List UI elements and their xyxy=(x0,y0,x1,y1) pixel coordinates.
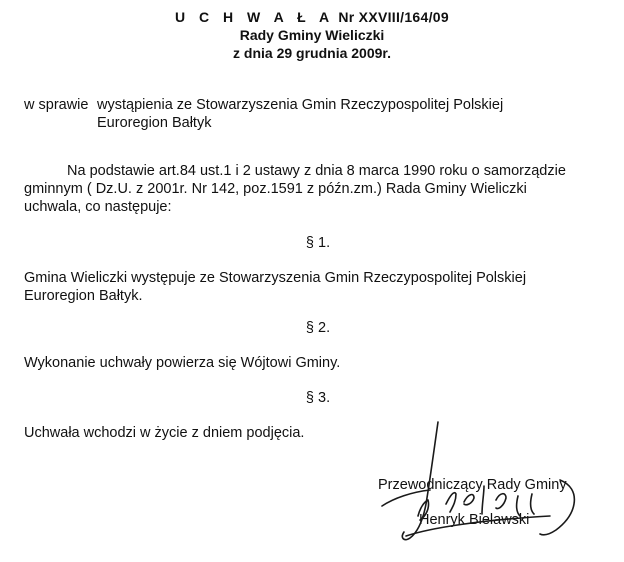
signatory-role: Przewodniczący Rady Gminy xyxy=(378,477,567,493)
signatory-name: Henryk Bielawski xyxy=(419,512,530,528)
section-mark-2: § 2. xyxy=(305,320,331,336)
section-mark-3: § 3. xyxy=(305,390,331,406)
subject-prefix: w sprawie xyxy=(24,97,89,113)
resolution-title-word: U C H W A Ł A xyxy=(175,9,335,25)
resolution-title xyxy=(0,9,624,26)
preamble-line-3: uchwala, co następuje: xyxy=(24,199,172,215)
council-name: Rady Gminy Wieliczki xyxy=(239,27,385,43)
section-3-line-1: Uchwała wchodzi w życie z dniem podjęcia. xyxy=(24,425,305,441)
preamble-line-1: Na podstawie art.84 ust.1 i 2 ustawy z dnia 8 marca 1990 roku o samorządzie xyxy=(67,163,566,179)
resolution-date: z dnia 29 grudnia 2009r. xyxy=(233,45,391,61)
section-mark-1: § 1. xyxy=(305,235,331,251)
preamble-line-2: gminnym ( Dz.U. z 2001r. Nr 142, poz.1591 z późn.zm.) Rada Gminy Wieliczki xyxy=(24,181,527,197)
resolution-number: Nr XXVIII/164/09 xyxy=(338,9,449,25)
subject-line-2: Euroregion Bałtyk xyxy=(97,115,212,131)
subject-line-1: wystąpienia ze Stowarzyszenia Gmin Rzeczypospolitej Polskiej xyxy=(97,97,504,113)
handwritten-signature xyxy=(360,420,600,560)
section-1-line-2: Euroregion Bałtyk. xyxy=(24,288,143,304)
section-1-line-1: Gmina Wieliczki występuje ze Stowarzyszenia Gmin Rzeczypospolitej Polskiej xyxy=(24,270,527,286)
section-2-line-1: Wykonanie uchwały powierza się Wójtowi Gminy. xyxy=(24,355,341,371)
